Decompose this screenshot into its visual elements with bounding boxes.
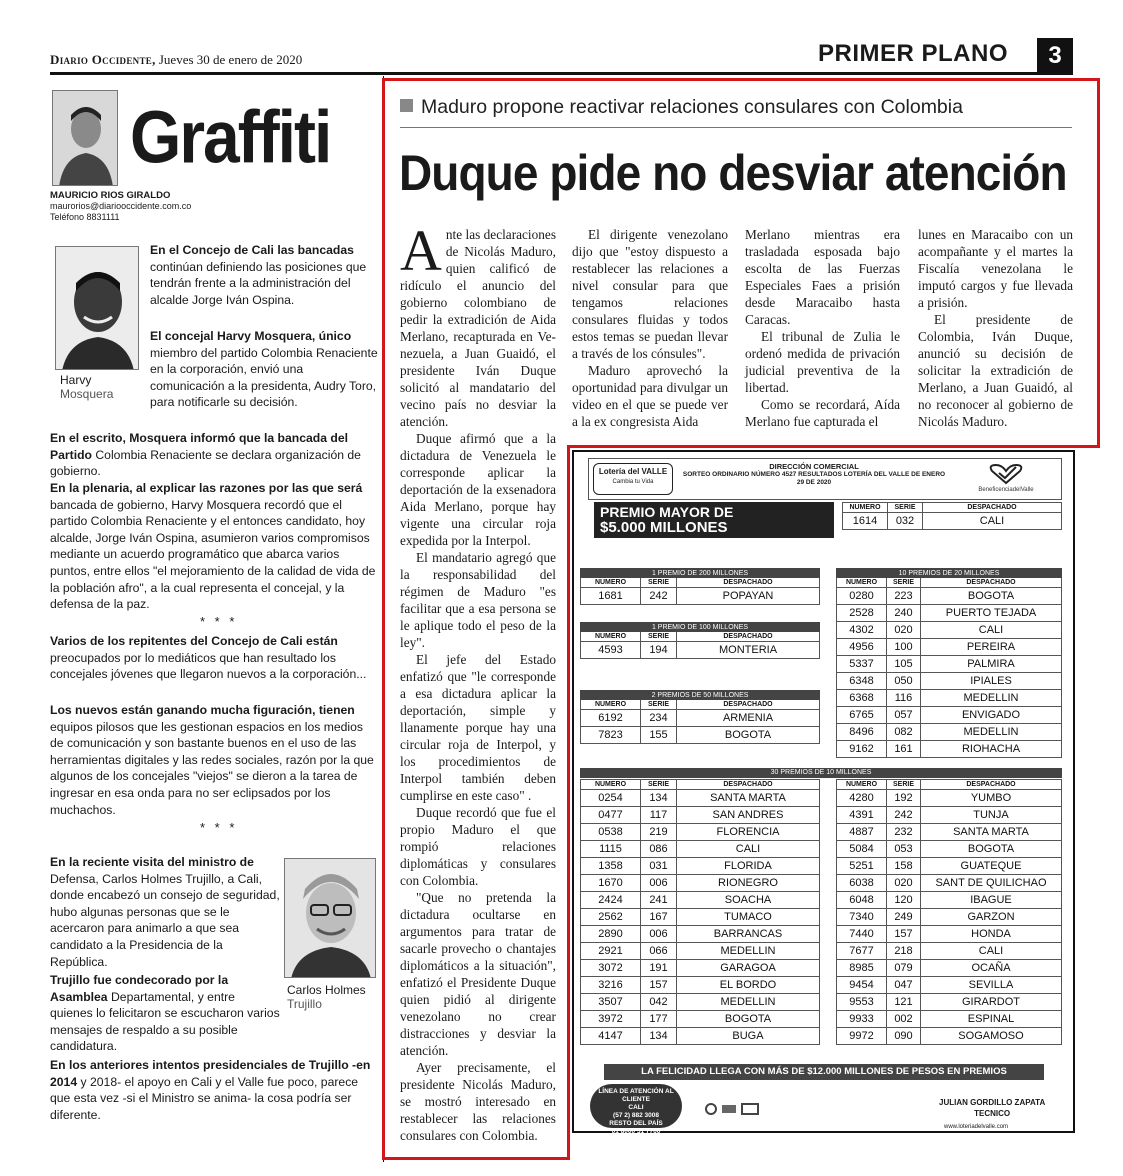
serie-cell: 192 [887,790,921,807]
serie-cell: 249 [887,909,921,926]
serie-cell: 218 [887,943,921,960]
table-row: 8496 082 MEDELLIN [837,724,1062,741]
graffiti-item [50,633,378,683]
despachado-cell: BOGOTA [677,1011,820,1028]
despachado-cell: SOACHA [677,892,820,909]
table-row: 0280 223 BOGOTA [837,588,1062,605]
graffiti-item [50,1057,378,1123]
numero-cell: 5084 [837,841,887,858]
serie-cell: 219 [641,824,677,841]
beneficencia-logo: BeneficenciadelValle [961,463,1051,495]
item-text: y 2018- el apoyo en Cali y el Valle fue poco, parece que esta vez -si el Ministro se anima- la cosa podría ser diferente. [50,1074,359,1122]
article-paragraph: Como se recordará, Aída Merlano fue capturada el [745,397,900,429]
numero-cell: 1614 [843,513,888,530]
article-paragraph: Ante las declaraciones de Nicolás Maduro, quien calificó de ridículo el anuncio del gobierno colombiano de pedir la extradición de Aida Merlano, recapturada en Ve-nezuela, a Juan Guaidó, el presidente Iván Duque solicitó al mandatario del vecino país no desviar la atención. [400,218,556,429]
table-row: 1681 242 POPAYAN [581,588,820,605]
despachado-cell: OCAÑA [921,960,1062,977]
despachado-cell: SOGAMOSO [921,1028,1062,1045]
serie-cell: 042 [641,994,677,1011]
lottery-footer-banner: LA FELICIDAD LLEGA CON MÁS DE $12.000 MILLONES DE PESOS EN PREMIOS [604,1064,1044,1080]
numero-cell: 0477 [581,807,641,824]
caption-harvy [60,373,113,401]
serie-cell: 167 [641,909,677,926]
table-row [837,807,1062,824]
numero-cell: 2890 [581,926,641,943]
separator-stars: * * * [200,820,238,835]
table-row [837,892,1062,909]
item-lead: En los anteriores intentos presidenciales de Trujillo -en 2014 [50,1058,371,1089]
article-paragraph: El tribunal de Zulia le ordenó medida de privación judicial preventiva de la libertad. [745,329,900,395]
despachado-cell: HONDA [921,926,1062,943]
item-lead: En el Concejo de Cali las bancadas [150,243,354,257]
serie-cell: 032 [888,513,923,530]
article-paragraph: Duque afirmó que a la dictadura de Venezuela le corresponde aplicar la deportación de la exsenadora Aida Merlano, porque hay vigente una circular roja expedida por la Interpol. [400,431,556,548]
table-row: 6192 234 ARMENIA [581,710,820,727]
despachado-cell: GARZON [921,909,1062,926]
table-row [837,994,1062,1011]
despachado-cell: SANTA MARTA [921,824,1062,841]
item-text: bancada de gobierno, Harvy Mosquera recordó que el partido Colombia Renaciente y el entonces candidato, hoy alcalde, Jorge Iván Ospina, asumieron varios compromisos mediante un acuerdo programático que abarca varios puntos, entre ellos "el mejoramiento de la calidad de vida de la población afro", a la cual representa el concejal, y la defensa de la paz. [50,497,376,612]
section-title: PRIMER PLANO [818,40,1009,67]
graffiti-item [150,242,378,308]
despachado-cell: FLORENCIA [677,824,820,841]
numero-cell: 4391 [837,807,887,824]
serie-cell: 158 [887,858,921,875]
item-text: miembro del partido Colombia Renaciente en la corporación, envió una comunicación a la presidenta, Audry Toro, para notificarle su decisión. [150,345,378,410]
serie-cell: 242 [887,807,921,824]
premio-200-table: 1 PREMIO DE 200 MILLONES NUMERO SERIE DESPACHADO 1681 242 POPAYAN [580,568,820,605]
premio-20-table: 10 PREMIOS DE 20 MILLONES NUMERO SERIE DESPACHADO 0280 223 BOGOTA 2528 240 PUERTO TEJADA 4302 020 CALI 4956 100 PEREIRA 5337 105 PALMIRA 6348 050 IPIALES 6368 116 MEDELLIN 6765 057 ENVIGADO 8496 082 MEDELLIN 9162 161 RIOHACHA [836,568,1062,758]
kicker-text: Maduro propone reactivar relaciones consulares con Colombia [421,96,963,118]
despachado-cell: MEDELLIN [677,943,820,960]
article-column-4 [918,226,1073,430]
numero-cell: 6048 [837,892,887,909]
article-column-1 [400,218,556,1144]
article-paragraph: Merlano mientras era trasladada esposada bajo escolta de las Fuerzas Especiales Faes a prisión desde Maracaibo hasta Caracas. [745,227,900,327]
publication-date: Jueves 30 de enero de 2020 [158,52,303,67]
despachado-cell: BARRANCAS [677,926,820,943]
numero-cell: 3216 [581,977,641,994]
numero-cell: 9454 [837,977,887,994]
article-paragraph: El presidente de Colombia, Iván Duque, anunció su decisión de solicitar la extradición de Merlano, a Juan Guaidó, al no reconocer al gobierno de Nicolás Maduro. [918,312,1073,429]
despachado-cell: GUATEQUE [921,858,1062,875]
table-row [837,960,1062,977]
serie-cell: 031 [641,858,677,875]
despachado-cell: YUMBO [921,790,1062,807]
numero-cell: 7340 [837,909,887,926]
numero-cell: 1670 [581,875,641,892]
customer-service-badge: LÍNEA DE ATENCIÓN AL CLIENTE CALI (57 2) 882 3008 RESTO DEL PAÍS 01 8000 51 7766 [590,1084,682,1128]
table-row: 4956 100 PEREIRA [837,639,1062,656]
serie-cell: 006 [641,926,677,943]
item-lead: El concejal Harvy Mosquera, único [150,329,352,343]
numero-cell: 0254 [581,790,641,807]
table-row [837,1028,1062,1045]
item-text: Departamental, y entre quienes lo felicitaron se escucharon varios mensajes de respaldo a su posible candidatura. [50,989,280,1054]
despachado-cell: SAN ANDRES [677,807,820,824]
table-row [581,841,820,858]
caption-first-name: Carlos Holmes [287,983,366,997]
table-row [837,943,1062,960]
table-row [581,790,820,807]
table-row [837,858,1062,875]
header-rule [50,72,1073,75]
serie-cell: 002 [887,1011,921,1028]
despachado-cell: GIRARDOT [921,994,1062,1011]
premio-50-table: 2 PREMIOS DE 50 MILLONES NUMERO SERIE DESPACHADO 6192 234 ARMENIA 7823 155 BOGOTA [580,690,820,744]
table-row: 6348 050 IPIALES [837,673,1062,690]
table-row [581,875,820,892]
premio-mayor-banner: PREMIO MAYOR DE $5.000 MILLONES [594,502,834,538]
premio-100-table: 1 PREMIO DE 100 MILLONES NUMERO SERIE DESPACHADO 4593 194 MONTERIA [580,622,820,659]
premio-mayor-table: NUMERO SERIE DESPACHADO 1614 032 CALI [842,502,1062,530]
despachado-cell: SEVILLA [921,977,1062,994]
kicker-rule [400,127,1072,128]
lottery-website: www.loteriadelvalle.com [944,1124,1009,1130]
despachado-cell: IBAGUE [921,892,1062,909]
table-row [837,875,1062,892]
article-paragraph: Ayer precisamente, el presidente Nicolás Maduro, se mostró interesado en restablecer las relaciones consulares con Colombia. [400,1060,556,1143]
graffiti-item [50,854,280,970]
table-row [837,977,1062,994]
article-headline: Duque pide no desviar atención [399,145,1067,201]
table-row [581,858,820,875]
columnist-byline [50,190,191,223]
separator-stars: * * * [200,614,238,629]
serie-cell: 232 [887,824,921,841]
graffiti-item [150,328,378,411]
numero-cell: 8985 [837,960,887,977]
article-paragraph: Maduro aprovechó la oportunidad para divulgar un video en el que se puede ver a la ex congresista Aida [572,363,728,429]
table-row [581,926,820,943]
table-row [581,943,820,960]
caption-trujillo [287,983,366,1011]
graffiti-item [50,972,280,1055]
numero-cell: 9553 [837,994,887,1011]
numero-cell: 7677 [837,943,887,960]
despachado-cell: GARAGOA [677,960,820,977]
signature-block: JULIAN GORDILLO ZAPATA TECNICO [939,1098,1046,1118]
despachado-cell: BOGOTA [921,841,1062,858]
article-paragraph: "Que no pretenda la dictadura ocultarse en argumentos para tratar de sacarle provecho o chantajes diplomáticos a la situación", enfatizó el Presidente Duque quien pidió al dirigente venezolano no crear distracciones y desviar la atención. [400,890,556,1058]
item-lead: Trujillo fue condecorado por la Asamblea [50,973,229,1004]
table-row [837,790,1062,807]
column-title: Graffiti [130,95,331,179]
item-lead: Los nuevos están ganando mucha figuración, tienen [50,703,355,717]
serie-cell: 079 [887,960,921,977]
masthead [50,52,302,68]
serie-cell: 134 [641,1028,677,1045]
serie-cell: 006 [641,875,677,892]
numero-cell: 4147 [581,1028,641,1045]
serie-cell: 157 [887,926,921,943]
item-text: Colombia Renaciente se declara organización de gobierno. [50,447,361,479]
table-row [581,909,820,926]
serie-cell: 053 [887,841,921,858]
item-text: Defensa, Carlos Holmes Trujillo, a Cali, donde encabezó un consejo de seguridad, hubo algunas personas que se le acercaron para animarlo a que sea candidato a la Presidencia de la República. [50,871,280,969]
heart-check-icon [986,463,1026,485]
despachado-cell: TUMACO [677,909,820,926]
table-row: 6368 116 MEDELLIN [837,690,1062,707]
columnist-photo [52,90,118,186]
lottery-title: DIRECCIÓN COMERCIAL SORTEO ORDINARIO NÚMERO 4527 RESULTADOS LOTERÍA DEL VALLE DE ENERO 29 DE 2020 [682,462,946,486]
numero-cell: 3072 [581,960,641,977]
despachado-cell: TUNJA [921,807,1062,824]
columnist-name: MAURICIO RIOS GIRALDO [50,190,171,201]
serie-cell: 121 [887,994,921,1011]
numero-cell: 4887 [837,824,887,841]
numero-cell: 3507 [581,994,641,1011]
table-row [837,824,1062,841]
despachado-cell: FLORIDA [677,858,820,875]
table-row [581,960,820,977]
despachado-cell: SANTA MARTA [677,790,820,807]
premio-10-table-left: NUMERO SERIE DESPACHADO 0254 134 SANTA MARTA 0477 117 SAN ANDRES 0538 219 FLORENCIA 1115 086 CALI 1358 031 FLORIDA 1670 006 RIONEGRO 2424 241 SOACHA 2562 167 TUMACO 2890 006 BARRANCAS 2921 066 MEDELLIN 3072 191 GARAGOA 3216 157 EL BORDO 3507 042 MEDELLIN 3972 177 BOGOTA 4147 134 BUGA [580,779,820,1045]
graffiti-item [50,430,378,480]
numero-cell: 7440 [837,926,887,943]
table-row [837,909,1062,926]
despachado-cell: MEDELLIN [677,994,820,1011]
table-row: 2528 240 PUERTO TEJADA [837,605,1062,622]
despachado-cell: CALI [677,841,820,858]
photo-harvy-mosquera [55,246,139,370]
lottery-logo: Lotería del VALLE Cambia tu Vida [593,463,673,495]
numero-cell: 9972 [837,1028,887,1045]
columnist-phone: Teléfono 8831111 [50,212,120,222]
table-row [581,892,820,909]
numero-cell: 2424 [581,892,641,909]
item-lead: En el escrito, Mosquera informó que la bancada del Partido [50,431,348,462]
item-text: preocupados por lo mediáticos que han resultado los concejales jóvenes que llegaron nuevos a la corporación... [50,650,367,682]
item-lead: Varios de los repitentes del Concejo de Cali están [50,634,338,648]
despachado-cell: ESPINAL [921,1011,1062,1028]
kicker-square-icon [400,99,413,112]
despachado-cell: EL BORDO [677,977,820,994]
numero-cell: 5251 [837,858,887,875]
table-row [581,824,820,841]
article-paragraph: Duque recordó que fue el propio Maduro el que rompió relaciones diplomáticas y consulares con Colombia. [400,805,556,888]
table-row [581,1011,820,1028]
caption-last-name: Mosquera [60,387,114,401]
numero-cell: 2562 [581,909,641,926]
numero-cell: 3972 [581,1011,641,1028]
table-row: 6765 057 ENVIGADO [837,707,1062,724]
numero-cell: 1115 [581,841,641,858]
table-row [837,1011,1062,1028]
serie-cell: 241 [641,892,677,909]
article-paragraph: El dirigente venezolano dijo que "estoy dispuesto a restablecer las relaciones a nivel consular para que tengamos relaciones consulares fluidas y todos estos temas se puedan llevar a través de los cónsules". [572,227,728,361]
table-row [837,926,1062,943]
table-row [581,1028,820,1045]
lottery-results [572,450,1075,1133]
table-row [581,994,820,1011]
despachado-cell: SANT DE QUILICHAO [921,875,1062,892]
columnist-email: maurorios@diariooccidente.com.co [50,201,192,211]
photo-carlos-holmes-trujillo [284,858,376,978]
despachado-cell: CALI [923,513,1062,530]
serie-cell: 134 [641,790,677,807]
partner-logos-icon [704,1102,764,1118]
numero-cell: 4280 [837,790,887,807]
page-number: 3 [1037,38,1073,74]
graffiti-item [50,480,378,613]
serie-cell: 177 [641,1011,677,1028]
table-row: 7823 155 BOGOTA [581,727,820,744]
premio-10-table-right: NUMERO SERIE DESPACHADO 4280 192 YUMBO 4391 242 TUNJA 4887 232 SANTA MARTA 5084 053 BOGOTA 5251 158 GUATEQUE 6038 020 SANT DE QUILICHAO 6048 120 IBAGUE 7340 249 GARZON 7440 157 HONDA 7677 218 CALI 8985 079 OCAÑA 9454 047 SEVILLA 9553 121 GIRARDOT 9933 002 ESPINAL 9972 090 SOGAMOSO [836,779,1062,1045]
numero-cell: 6038 [837,875,887,892]
serie-cell: 086 [641,841,677,858]
serie-cell: 020 [887,875,921,892]
item-lead: En la reciente visita del ministro de [50,855,254,869]
caption-last-name: Trujillo [287,997,322,1011]
numero-cell: 2921 [581,943,641,960]
table-row: 4593 194 MONTERIA [581,642,820,659]
numero-cell: 9933 [837,1011,887,1028]
caption-first-name: Harvy [60,373,92,387]
table-row: 9162 161 RIOHACHA [837,741,1062,758]
serie-cell: 191 [641,960,677,977]
serie-cell: 090 [887,1028,921,1045]
table-row [581,977,820,994]
serie-cell: 117 [641,807,677,824]
table-row: 4302 020 CALI [837,622,1062,639]
item-text: continúan definiendo las posiciones que tendrán frente a la administración del alcalde Jorge Iván Ospina. [150,259,367,307]
serie-cell: 120 [887,892,921,909]
dropcap: A [400,218,442,283]
despachado-cell: RIONEGRO [677,875,820,892]
item-lead: En la plenaria, al explicar las razones por las que será [50,481,363,495]
article-paragraph: El mandatario agregó que la responsabilidad del régimen de Maduro "es facilitar que a esa persona se le aplique todo el peso de la ley". [400,550,556,650]
graffiti-item [50,702,378,818]
article-column-2 [572,226,728,430]
publication-name: Diario Occidente, [50,52,156,67]
numero-cell: 0538 [581,824,641,841]
serie-cell: 157 [641,977,677,994]
item-text: equipos pilosos que les gestionan espacios en los medios de comunicación y son bastante buenos en el uso de las herramientas digitales y las redes sociales, razón por la que algunos de los concejales "viejos" se dieron a la tarea de ingresar en esa onda para no ser eclipsados por los muchachos. [50,719,374,817]
article-kicker [400,96,963,119]
premio-10-title: 30 PREMIOS DE 10 MILLONES [580,768,1062,778]
numero-cell: 1358 [581,858,641,875]
table-row: 5337 105 PALMIRA [837,656,1062,673]
serie-cell: 047 [887,977,921,994]
article-column-3 [745,226,900,430]
despachado-cell: CALI [921,943,1062,960]
article-paragraph: lunes en Maracaibo con un acompañante y el martes la Fiscalía venezolana le imputó cargos y fue llevada a prisión. [918,227,1073,310]
serie-cell: 066 [641,943,677,960]
despachado-cell: BUGA [677,1028,820,1045]
lottery-header [588,458,1062,500]
table-row [837,841,1062,858]
article-paragraph: El jefe del Estado enfatizó que "le corresponde a esa dictadura aplicar la deportación, simple y llanamente porque hay una circular roja de Interpol, y los procedimientos de Interpol también deben cumplirse en este caso" . [400,652,556,803]
table-row [581,807,820,824]
